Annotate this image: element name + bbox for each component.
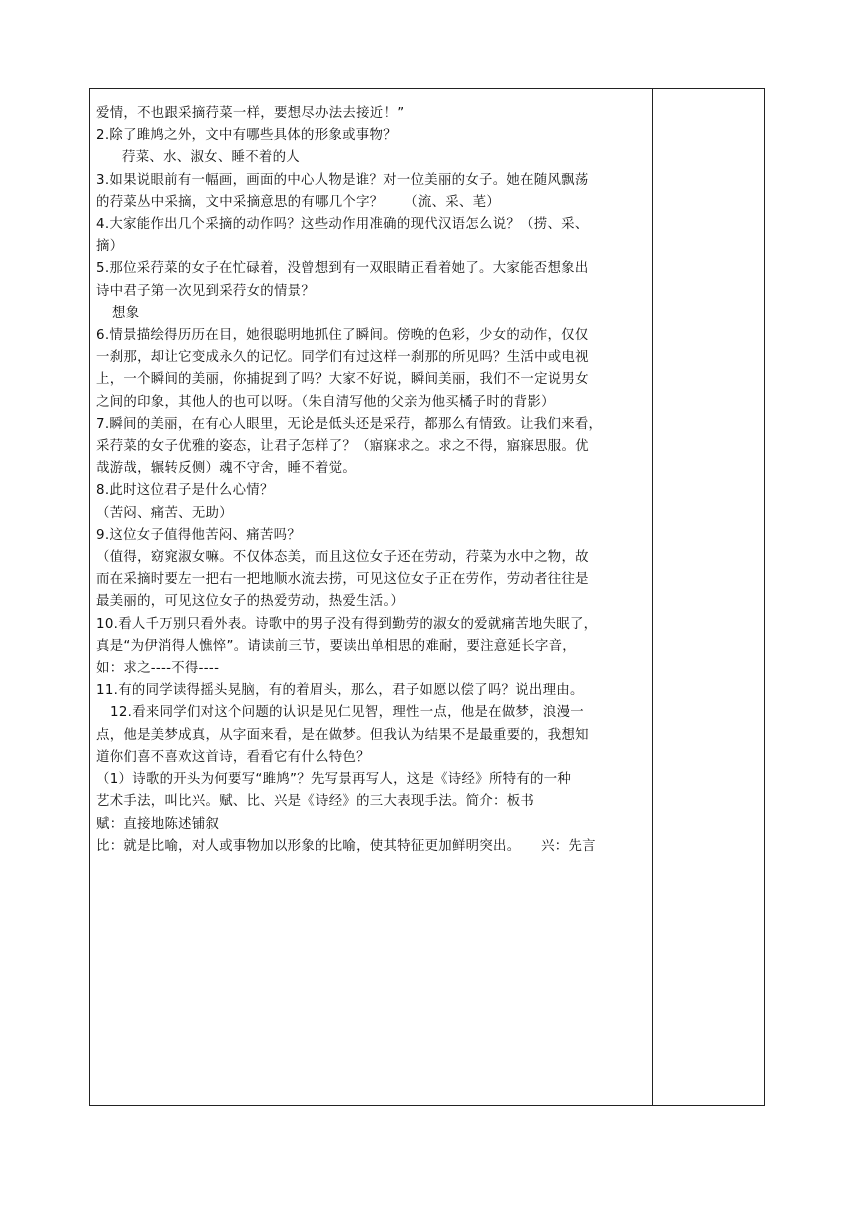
text-line: （值得，窈窕淑女嘛。不仅体态美，而且这位女子还在劳动，荇菜为水中之物，故	[96, 550, 589, 566]
text-line: 如：求之----不得----	[96, 661, 220, 677]
text-line: 一刹那，却让它变成永久的记忆。同学们有过这样一刹那的所见吗？生活中或电视	[96, 350, 589, 366]
lesson-table	[89, 88, 765, 1106]
text-line: 荇菜、水、淑女、睡不着的人	[122, 150, 300, 166]
text-line: 5.那位采荇菜的女子在忙碌着，没曾想到有一双眼睛正看着她了。大家能否想象出	[96, 261, 589, 277]
text-line: 上，一个瞬间的美丽，你捕捉到了吗？大家不好说，瞬间美丽，我们不一定说男女	[96, 372, 589, 388]
text-line: 的荇菜丛中采摘，文中采摘意思的有哪几个字？ （流、采、芼）	[96, 194, 501, 210]
text-line: 摘）	[96, 239, 124, 255]
text-line: 哉游哉，辗转反侧）魂不守舍，睡不着觉。	[96, 461, 357, 477]
text-line: 6.情景描绘得历历在目，她很聪明地抓住了瞬间。傍晚的色彩，少女的动作，仅仅	[96, 328, 589, 344]
text-line: 采荇菜的女子优雅的姿态，让君子怎样了？（寤寐求之。求之不得，寤寐思服。优	[96, 439, 589, 455]
text-line: 艺术手法，叫比兴。赋、比、兴是《诗经》的三大表现手法。简介：板书	[96, 794, 535, 810]
text-line: 最美丽的，可见这位女子的热爱劳动，热爱生活。）	[96, 594, 405, 610]
text-line: 而在采摘时要左一把右一把地顺水流去捞，可见这位女子正在劳作，劳动者往往是	[96, 572, 589, 588]
text-line: 3.如果说眼前有一幅画，画面的中心人物是谁？对一位美丽的女子。她在随风飘荡	[96, 172, 589, 188]
text-line: 11.有的同学读得摇头晃脑，有的着眉头，那么，君子如愿以偿了吗？说出理由。	[96, 683, 584, 699]
text-line: 真是“为伊消得人憔悴”。请读前三节，要读出单相思的难耐，要注意延长字音，	[96, 638, 576, 654]
text-line: 比：就是比喻，对人或事物加以形象的比喻，使其特征更加鲜明突出。 兴：先言	[96, 838, 596, 854]
text-line: 点，他是美梦成真，从字面来看，是在做梦。但我认为结果不是最重要的，我想知	[96, 727, 589, 743]
text-line: 12.看来同学们对这个问题的认识是见仁见智，理性一点，他是在做梦，浪漫一	[110, 705, 584, 721]
text-line: 想象	[112, 305, 140, 321]
lesson-content-cell	[90, 89, 652, 1105]
text-line: （苦闷、痛苦、无助）	[96, 505, 233, 521]
text-line: 之间的印象，其他人的也可以呀。（朱自清写他的父亲为他买橘子时的背影）	[96, 394, 555, 410]
text-line: 4.大家能作出几个采摘的动作吗？这些动作用准确的现代汉语怎么说？（捞、采、	[96, 217, 589, 233]
text-line: 10.看人千万别只看外表。诗歌中的男子没有得到勤劳的淑女的爱就痛苦地失眠了，	[96, 616, 598, 632]
text-line: 7.瞬间的美丽，在有心人眼里，无论是低头还是采荇，都那么有情致。让我们来看，	[96, 416, 603, 432]
text-line: 9.这位女子值得他苦闷、痛苦吗？	[96, 527, 302, 543]
text-line: 诗中君子第一次见到采荇女的情景？	[96, 283, 316, 299]
text-line: 赋：直接地陈述铺叙	[96, 816, 220, 832]
text-line: 8.此时这位君子是什么心情？	[96, 483, 274, 499]
text-line: 爱情，不也跟采摘荇菜一样，要想尽办法去接近！”	[96, 106, 405, 121]
text-line: 道你们喜不喜欢这首诗，看看它有什么特色？	[96, 749, 370, 765]
text-line: 2.除了雎鸠之外，文中有哪些具体的形象或事物？	[96, 128, 397, 144]
notes-cell	[653, 89, 764, 1105]
text-line: （1）诗歌的开头为何要写“雎鸠”？先写景再写人，这是《诗经》所特有的一种	[96, 772, 572, 788]
